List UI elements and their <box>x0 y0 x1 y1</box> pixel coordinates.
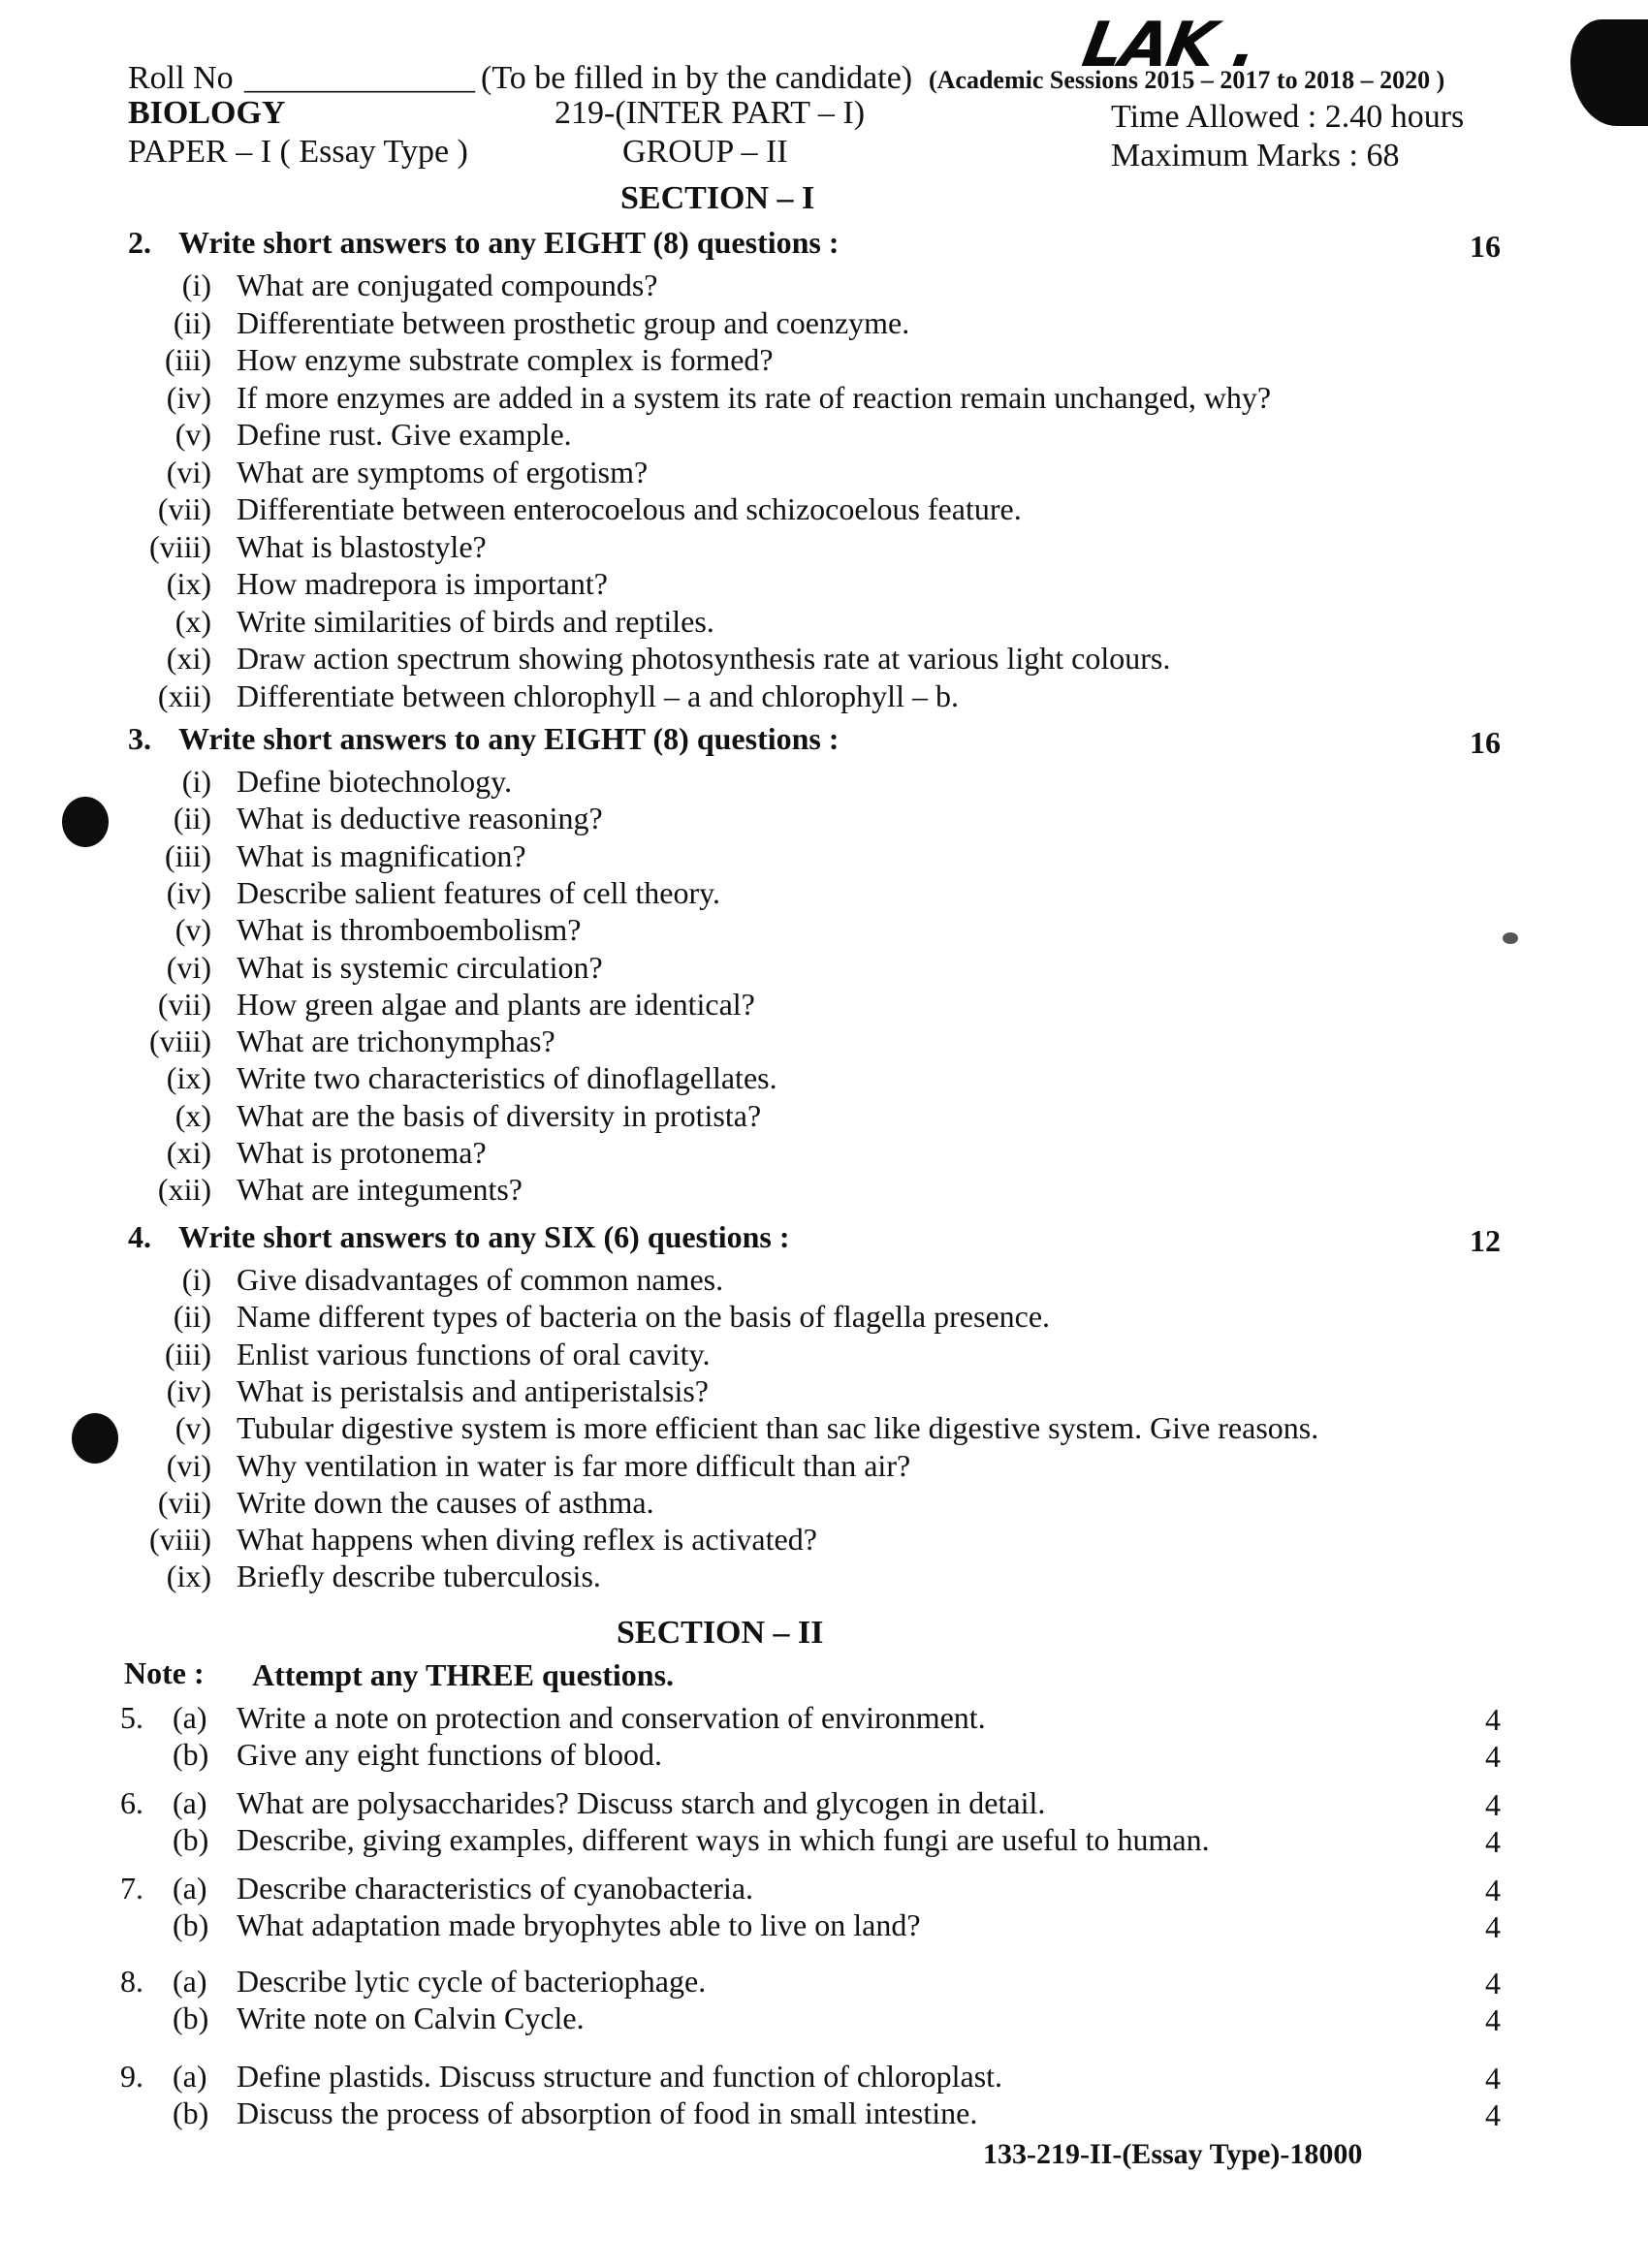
item-numeral: (v) <box>174 417 211 452</box>
scan-shadow <box>1570 19 1648 126</box>
list-item: How enzyme substrate complex is formed? <box>237 342 774 377</box>
item-numeral: (v) <box>174 912 211 948</box>
time-allowed: Time Allowed : 2.40 hours <box>1111 99 1465 135</box>
part-text: Define plastids. Discuss structure and function of chloroplast. <box>237 2059 1003 2094</box>
item-numeral: (viii) <box>149 1024 211 1059</box>
item-numeral: (vi) <box>166 1447 211 1483</box>
paper-type: PAPER – I ( Essay Type ) <box>128 134 468 170</box>
list-item: What is magnification? <box>237 837 526 873</box>
paper-footer-code: 133-219-II-(Essay Type)-18000 <box>983 2138 1363 2170</box>
list-item: What is peristalsis and antiperistalsis? <box>237 1372 709 1408</box>
list-item: What is systemic circulation? <box>237 949 603 985</box>
list-item: What is deductive reasoning? <box>237 801 603 836</box>
group-label: GROUP – II <box>622 134 788 170</box>
item-numeral: (viii) <box>149 528 211 564</box>
question-number: 3. <box>128 721 151 756</box>
list-item: Draw action spectrum showing photosynthesis rate at various light colours. <box>237 641 1171 676</box>
handwritten-logo: LAK . <box>1077 10 1262 81</box>
part-marks: 4 <box>1485 1966 1501 2000</box>
list-item: What are conjugated compounds? <box>237 268 658 302</box>
item-numeral: (vii) <box>157 986 211 1022</box>
list-item: Briefly describe tuberculosis. <box>237 1559 601 1594</box>
part-marks: 4 <box>1485 1787 1501 1822</box>
item-numeral: (xii) <box>157 677 211 713</box>
part-label: (a) <box>173 1700 207 1735</box>
paper-code: 219-(INTER PART – I) <box>555 95 866 131</box>
list-item: What are the basis of diversity in protista? <box>237 1097 762 1133</box>
part-label: (a) <box>173 2059 207 2094</box>
list-item: What is protonema? <box>237 1135 487 1170</box>
section-2-title: SECTION – II <box>617 1615 824 1651</box>
item-numeral: (iv) <box>166 1372 211 1408</box>
item-numeral: (iii) <box>165 342 211 377</box>
list-item: How green algae and plants are identical? <box>237 986 755 1022</box>
list-item: Why ventilation in water is far more difficult than air? <box>237 1447 911 1483</box>
list-item: What are symptoms of ergotism? <box>237 454 649 489</box>
question-number: 6. <box>120 1785 143 1820</box>
part-label: (b) <box>173 2000 209 2035</box>
part-marks: 4 <box>1485 2061 1501 2095</box>
punch-hole-1 <box>62 797 109 847</box>
item-numeral: (iv) <box>166 379 211 415</box>
academic-sessions: (Academic Sessions 2015 – 2017 to 2018 – 2020 ) <box>929 66 1445 94</box>
part-text: Discuss the process of absorption of food in small intestine. <box>237 2095 978 2130</box>
list-item: Differentiate between enterocoelous and schizocoelous feature. <box>237 491 1022 526</box>
list-item: Differentiate between prosthetic group and coenzyme. <box>237 304 910 340</box>
question-number: 8. <box>120 1964 143 1999</box>
part-label: (a) <box>173 1871 207 1906</box>
question-marks: 12 <box>1470 1223 1501 1258</box>
part-marks: 4 <box>1485 1739 1501 1774</box>
item-numeral: (x) <box>174 603 211 639</box>
item-numeral: (xi) <box>166 1135 211 1170</box>
list-item: Define biotechnology. <box>237 764 513 799</box>
part-text: What adaptation made bryophytes able to live on land? <box>237 1907 921 1942</box>
question-number: 4. <box>128 1219 151 1254</box>
list-item: How madrepora is important? <box>237 566 608 601</box>
item-numeral: (ii) <box>173 1299 211 1335</box>
item-numeral: (vi) <box>166 454 211 489</box>
list-item: Write similarities of birds and reptiles. <box>237 603 714 639</box>
roll-no-blank: ______________ <box>244 60 475 96</box>
section-1-title: SECTION – I <box>620 180 815 216</box>
item-numeral: (i) <box>181 764 211 799</box>
question-heading: Write short answers to any SIX (6) questions : <box>178 1219 790 1254</box>
part-label: (b) <box>173 1737 209 1772</box>
part-marks: 4 <box>1485 1702 1501 1737</box>
part-label: (a) <box>173 1964 207 1999</box>
part-marks: 4 <box>1485 2097 1501 2132</box>
item-numeral: (x) <box>174 1097 211 1133</box>
item-numeral: (vii) <box>157 491 211 526</box>
item-numeral: (ix) <box>166 1559 211 1594</box>
list-item: Tubular digestive system is more efficient than sac like digestive system. Give reasons. <box>237 1410 1319 1446</box>
note-label: Note : <box>124 1655 205 1690</box>
part-marks: 4 <box>1485 1824 1501 1859</box>
item-numeral: (viii) <box>149 1522 211 1558</box>
item-numeral: (xi) <box>166 641 211 676</box>
list-item: If more enzymes are added in a system its rate of reaction remain unchanged, why? <box>237 379 1272 415</box>
part-label: (a) <box>173 1785 207 1820</box>
list-item: Write down the causes of asthma. <box>237 1484 654 1520</box>
list-item: What are trichonymphas? <box>237 1024 555 1059</box>
question-marks: 16 <box>1470 229 1501 264</box>
subject-title: BIOLOGY <box>128 95 286 131</box>
item-numeral: (ii) <box>173 801 211 836</box>
part-text: Describe characteristics of cyanobacteria. <box>237 1871 754 1906</box>
list-item: What are integuments? <box>237 1172 523 1208</box>
item-numeral: (iii) <box>165 1336 211 1371</box>
list-item: What is thromboembolism? <box>237 912 582 948</box>
note-text: Attempt any THREE questions. <box>252 1657 675 1692</box>
question-heading: Write short answers to any EIGHT (8) questions : <box>178 721 840 756</box>
list-item: What is blastostyle? <box>237 528 487 564</box>
question-number: 2. <box>128 225 151 260</box>
question-marks: 16 <box>1470 725 1501 760</box>
part-text: Write a note on protection and conservation of environment. <box>237 1700 986 1735</box>
part-text: Describe, giving examples, different ways in which fungi are useful to human. <box>237 1822 1210 1857</box>
item-numeral: (xii) <box>157 1172 211 1208</box>
item-numeral: (ii) <box>173 304 211 340</box>
list-item: Differentiate between chlorophyll – a and chlorophyll – b. <box>237 677 959 713</box>
item-numeral: (iv) <box>166 874 211 910</box>
list-item: Enlist various functions of oral cavity. <box>237 1336 711 1371</box>
item-numeral: (vi) <box>166 949 211 985</box>
maximum-marks: Maximum Marks : 68 <box>1111 138 1400 173</box>
list-item: Define rust. Give example. <box>237 417 572 452</box>
list-item: What happens when diving reflex is activated? <box>237 1522 817 1558</box>
item-numeral: (i) <box>181 268 211 302</box>
part-text: Write note on Calvin Cycle. <box>237 2000 585 2035</box>
speck <box>1503 932 1518 944</box>
item-numeral: (ix) <box>166 566 211 601</box>
candidate-note: (To be filled in by the candidate) <box>481 60 913 96</box>
item-numeral: (v) <box>174 1410 211 1446</box>
list-item: Name different types of bacteria on the basis of flagella presence. <box>237 1299 1051 1335</box>
item-numeral: (vii) <box>157 1484 211 1520</box>
part-text: Describe lytic cycle of bacteriophage. <box>237 1964 707 1999</box>
part-marks: 4 <box>1485 1909 1501 1944</box>
question-heading: Write short answers to any EIGHT (8) questions : <box>178 225 840 260</box>
part-marks: 4 <box>1485 1873 1501 1907</box>
question-number: 9. <box>120 2059 143 2094</box>
list-item: Give disadvantages of common names. <box>237 1262 724 1297</box>
part-text: What are polysaccharides? Discuss starch and glycogen in detail. <box>237 1785 1046 1820</box>
part-marks: 4 <box>1485 2002 1501 2037</box>
roll-no-label: Roll No <box>128 60 234 96</box>
question-number: 7. <box>120 1871 143 1906</box>
part-label: (b) <box>173 1822 209 1857</box>
part-label: (b) <box>173 2095 209 2130</box>
part-label: (b) <box>173 1907 209 1942</box>
item-numeral: (iii) <box>165 837 211 873</box>
part-text: Give any eight functions of blood. <box>237 1737 663 1772</box>
item-numeral: (ix) <box>166 1060 211 1096</box>
list-item: Describe salient features of cell theory. <box>237 874 721 910</box>
question-number: 5. <box>120 1700 143 1735</box>
item-numeral: (i) <box>181 1262 211 1297</box>
list-item: Write two characteristics of dinoflagellates. <box>237 1060 777 1096</box>
